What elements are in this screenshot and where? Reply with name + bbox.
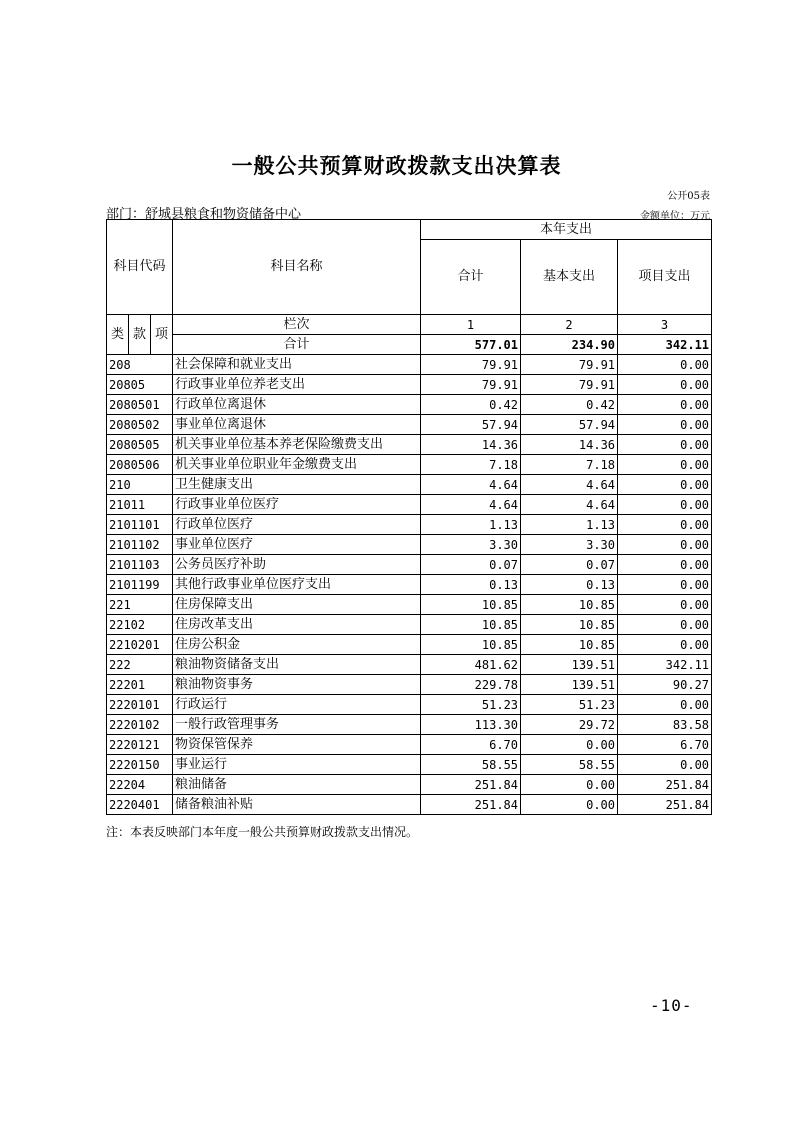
table-row <box>107 495 712 515</box>
row-basic: 0.00 <box>521 795 618 815</box>
row-basic: 57.94 <box>521 415 618 435</box>
table-row <box>107 695 712 715</box>
row-code: 22204 <box>107 775 173 795</box>
row-total: 481.62 <box>421 655 521 675</box>
footnote: 注：本表反映部门本年度一般公共预算财政拨款支出情况。 <box>106 825 419 839</box>
row-project: 90.27 <box>618 675 712 695</box>
page-number: -10- <box>650 996 693 1015</box>
row-name: 住房改革支出 <box>173 615 421 635</box>
row-project: 0.00 <box>618 415 712 435</box>
row-code: 20805 <box>107 375 173 395</box>
row-code: 2080505 <box>107 435 173 455</box>
row-name: 行政运行 <box>173 695 421 715</box>
row-code: 2220150 <box>107 755 173 775</box>
row-name: 机关事业单位基本养老保险缴费支出 <box>173 435 421 455</box>
table-row <box>107 455 712 475</box>
row-name: 事业单位离退休 <box>173 415 421 435</box>
table-row <box>107 635 712 655</box>
row-basic: 1.13 <box>521 515 618 535</box>
row-name: 粮油物资事务 <box>173 675 421 695</box>
row-project: 0.00 <box>618 455 712 475</box>
table-row <box>107 515 712 535</box>
row-name: 一般行政管理事务 <box>173 715 421 735</box>
row-basic: 79.91 <box>521 375 618 395</box>
row-total: 58.55 <box>421 755 521 775</box>
row-name: 行政事业单位养老支出 <box>173 375 421 395</box>
table-row <box>107 795 712 815</box>
row-basic: 4.64 <box>521 495 618 515</box>
totals-project: 342.11 <box>618 335 712 355</box>
row-total: 79.91 <box>421 375 521 395</box>
row-code: 208 <box>107 355 173 375</box>
row-total: 7.18 <box>421 455 521 475</box>
row-basic: 51.23 <box>521 695 618 715</box>
row-total: 10.85 <box>421 635 521 655</box>
row-total: 251.84 <box>421 775 521 795</box>
expenditure-table <box>106 219 712 815</box>
header-col3: 3 <box>618 315 712 335</box>
row-project: 0.00 <box>618 435 712 455</box>
header-total: 合计 <box>421 240 521 315</box>
table-row <box>107 575 712 595</box>
row-total: 0.13 <box>421 575 521 595</box>
table-row <box>107 535 712 555</box>
row-name: 其他行政事业单位医疗支出 <box>173 575 421 595</box>
header-row-3 <box>107 315 712 335</box>
row-basic: 7.18 <box>521 455 618 475</box>
row-name: 行政事业单位医疗 <box>173 495 421 515</box>
table-row <box>107 395 712 415</box>
row-code: 2101102 <box>107 535 173 555</box>
row-code: 2220401 <box>107 795 173 815</box>
row-code: 2080506 <box>107 455 173 475</box>
row-project: 0.00 <box>618 375 712 395</box>
table-row <box>107 415 712 435</box>
header-xiang: 项 <box>151 315 173 355</box>
row-name: 行政单位离退休 <box>173 395 421 415</box>
row-project: 0.00 <box>618 535 712 555</box>
table-row <box>107 595 712 615</box>
row-code: 22102 <box>107 615 173 635</box>
table-row <box>107 715 712 735</box>
row-code: 21011 <box>107 495 173 515</box>
row-basic: 0.13 <box>521 575 618 595</box>
table-row <box>107 375 712 395</box>
row-basic: 0.42 <box>521 395 618 415</box>
row-basic: 29.72 <box>521 715 618 735</box>
row-total: 57.94 <box>421 415 521 435</box>
row-code: 2220102 <box>107 715 173 735</box>
row-basic: 79.91 <box>521 355 618 375</box>
row-total: 79.91 <box>421 355 521 375</box>
row-code: 2220101 <box>107 695 173 715</box>
row-project: 0.00 <box>618 515 712 535</box>
header-project: 项目支出 <box>618 240 712 315</box>
row-total: 0.42 <box>421 395 521 415</box>
row-project: 0.00 <box>618 475 712 495</box>
row-project: 83.58 <box>618 715 712 735</box>
row-project: 0.00 <box>618 755 712 775</box>
row-name: 事业单位医疗 <box>173 535 421 555</box>
totals-label: 合计 <box>173 335 421 355</box>
header-kuan: 款 <box>129 315 151 355</box>
row-code: 2101199 <box>107 575 173 595</box>
row-basic: 10.85 <box>521 595 618 615</box>
row-total: 10.85 <box>421 595 521 615</box>
row-basic: 3.30 <box>521 535 618 555</box>
row-project: 0.00 <box>618 615 712 635</box>
row-code: 221 <box>107 595 173 615</box>
row-total: 51.23 <box>421 695 521 715</box>
row-project: 0.00 <box>618 555 712 575</box>
row-project: 251.84 <box>618 795 712 815</box>
row-project: 0.00 <box>618 495 712 515</box>
table-row <box>107 775 712 795</box>
table-row <box>107 735 712 755</box>
table-row <box>107 655 712 675</box>
table-row <box>107 435 712 455</box>
totals-basic: 234.90 <box>521 335 618 355</box>
row-code: 2080501 <box>107 395 173 415</box>
row-code: 2101101 <box>107 515 173 535</box>
row-name: 事业运行 <box>173 755 421 775</box>
table-row <box>107 675 712 695</box>
header-row-1 <box>107 220 712 240</box>
row-name: 卫生健康支出 <box>173 475 421 495</box>
row-code: 2210201 <box>107 635 173 655</box>
row-project: 0.00 <box>618 695 712 715</box>
table-row <box>107 755 712 775</box>
row-project: 251.84 <box>618 775 712 795</box>
row-project: 0.00 <box>618 595 712 615</box>
row-code: 22201 <box>107 675 173 695</box>
table-row <box>107 475 712 495</box>
row-total: 10.85 <box>421 615 521 635</box>
row-name: 粮油物资储备支出 <box>173 655 421 675</box>
row-name: 机关事业单位职业年金缴费支出 <box>173 455 421 475</box>
row-name: 储备粮油补贴 <box>173 795 421 815</box>
row-total: 4.64 <box>421 475 521 495</box>
row-total: 229.78 <box>421 675 521 695</box>
row-basic: 0.07 <box>521 555 618 575</box>
row-project: 342.11 <box>618 655 712 675</box>
row-project: 0.00 <box>618 635 712 655</box>
row-project: 0.00 <box>618 355 712 375</box>
row-name: 住房公积金 <box>173 635 421 655</box>
department-label: 部门：舒城县粮食和物资储备中心 <box>106 207 302 222</box>
row-total: 3.30 <box>421 535 521 555</box>
row-code: 2080502 <box>107 415 173 435</box>
row-name: 行政单位医疗 <box>173 515 421 535</box>
header-col1: 1 <box>421 315 521 335</box>
row-total: 4.64 <box>421 495 521 515</box>
header-basic: 基本支出 <box>521 240 618 315</box>
table-row <box>107 355 712 375</box>
totals-total: 577.01 <box>421 335 521 355</box>
row-name: 住房保障支出 <box>173 595 421 615</box>
row-basic: 4.64 <box>521 475 618 495</box>
row-code: 2220121 <box>107 735 173 755</box>
row-basic: 0.00 <box>521 775 618 795</box>
row-basic: 58.55 <box>521 755 618 775</box>
header-lei: 类 <box>107 315 129 355</box>
header-name: 科目名称 <box>173 220 421 315</box>
row-basic: 139.51 <box>521 675 618 695</box>
table-row <box>107 615 712 635</box>
row-code: 2101103 <box>107 555 173 575</box>
form-code: 公开05表 <box>667 191 710 202</box>
page-title: 一般公共预算财政拨款支出决算表 <box>231 153 562 178</box>
header-code: 科目代码 <box>107 220 173 315</box>
row-total: 6.70 <box>421 735 521 755</box>
unit-label: 金额单位：万元 <box>640 211 710 222</box>
header-lanci: 栏次 <box>173 315 421 335</box>
row-total: 251.84 <box>421 795 521 815</box>
header-group: 本年支出 <box>421 220 712 240</box>
row-total: 113.30 <box>421 715 521 735</box>
row-name: 粮油储备 <box>173 775 421 795</box>
row-total: 0.07 <box>421 555 521 575</box>
row-basic: 139.51 <box>521 655 618 675</box>
row-project: 0.00 <box>618 575 712 595</box>
totals-row <box>107 335 712 355</box>
row-name: 社会保障和就业支出 <box>173 355 421 375</box>
row-basic: 0.00 <box>521 735 618 755</box>
row-basic: 10.85 <box>521 615 618 635</box>
row-basic: 14.36 <box>521 435 618 455</box>
row-basic: 10.85 <box>521 635 618 655</box>
row-code: 210 <box>107 475 173 495</box>
row-name: 物资保管保养 <box>173 735 421 755</box>
row-code: 222 <box>107 655 173 675</box>
row-total: 1.13 <box>421 515 521 535</box>
row-name: 公务员医疗补助 <box>173 555 421 575</box>
row-project: 0.00 <box>618 395 712 415</box>
header-col2: 2 <box>521 315 618 335</box>
row-project: 6.70 <box>618 735 712 755</box>
table-row <box>107 555 712 575</box>
row-total: 14.36 <box>421 435 521 455</box>
